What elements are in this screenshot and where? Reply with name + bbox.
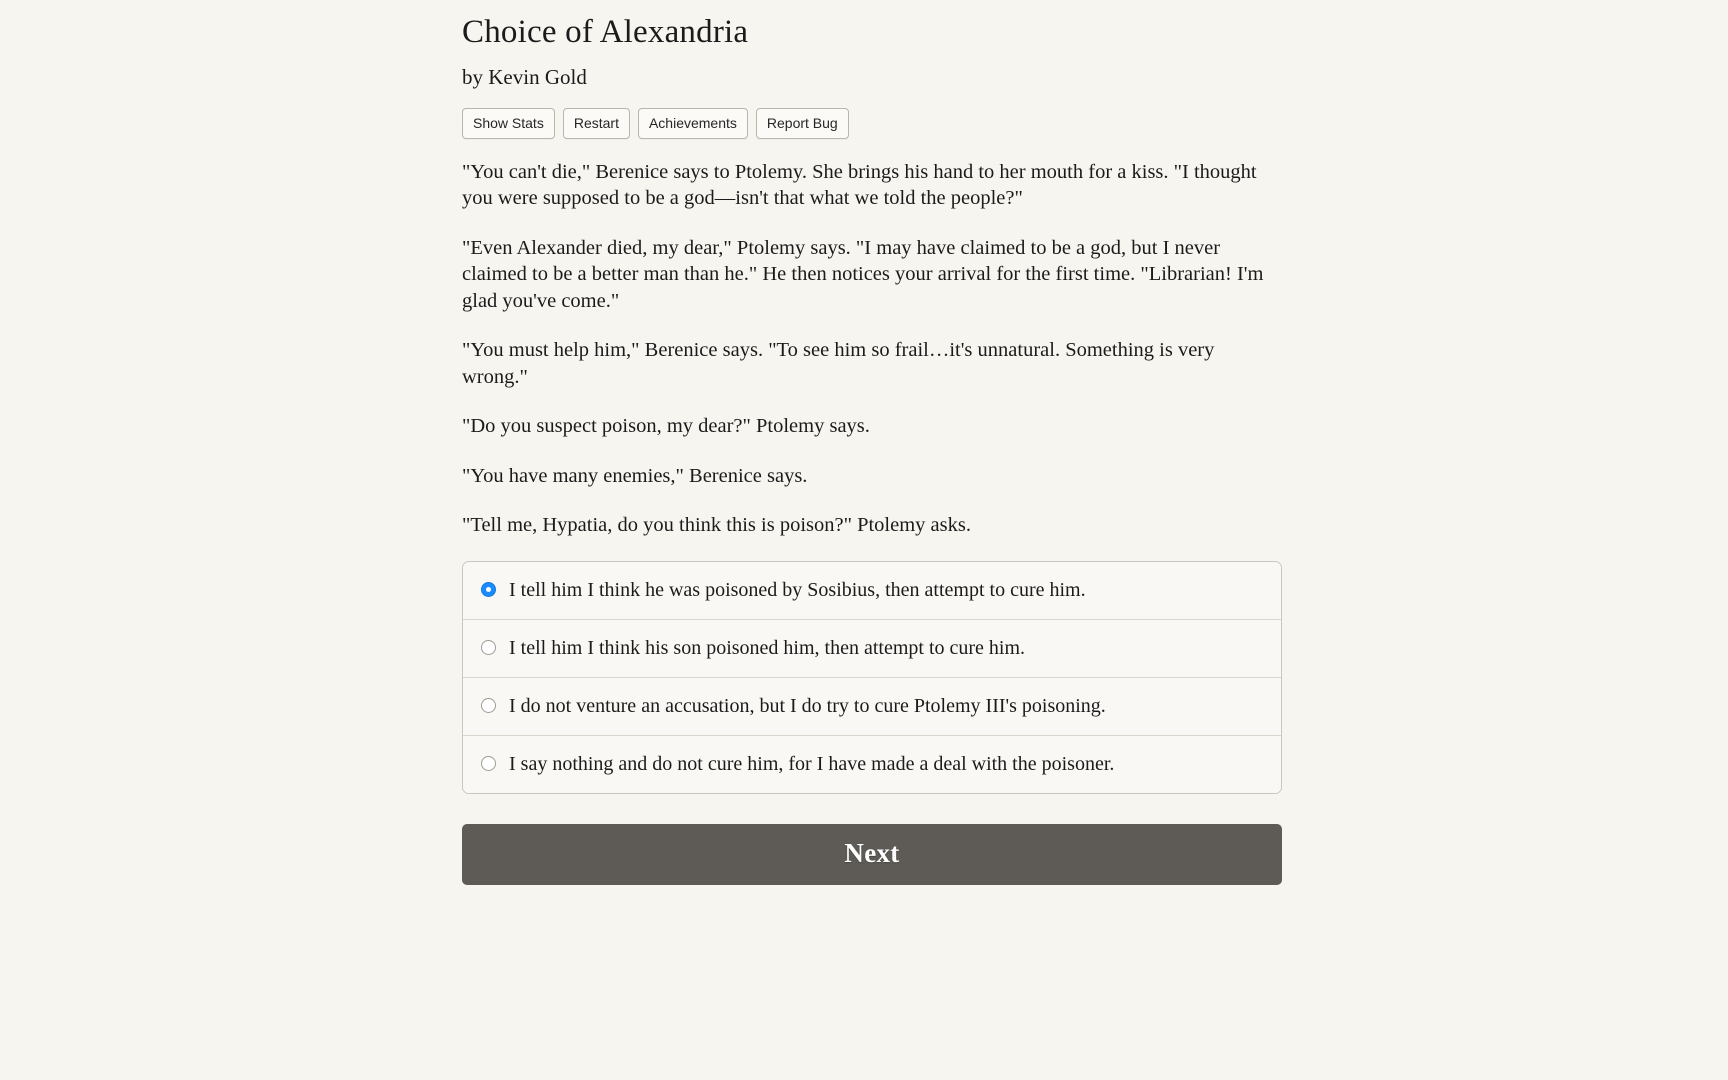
story-paragraph: "Tell me, Hypatia, do you think this is poison?" Ptolemy asks.	[462, 513, 971, 536]
restart-button[interactable]: Restart	[563, 108, 630, 139]
choice-list	[462, 561, 1282, 794]
achievements-button[interactable]: Achievements	[638, 108, 748, 139]
story-paragraph: "You must help him," Berenice says. "To see him so frail…it's unnatural. Something is very wrong."	[462, 339, 1215, 388]
choice-label: I do not venture an accusation, but I do try to cure Ptolemy III's poisoning.	[509, 695, 1106, 718]
story-text	[462, 139, 1282, 538]
choice-label: I tell him I think his son poisoned him, then attempt to cure him.	[509, 637, 1026, 660]
story-paragraph: "Even Alexander died, my dear," Ptolemy says. "I may have claimed to be a god, but I never claimed to be a better man than he." He then notices your arrival for the first time. "Librarian! I'm glad you've come."	[462, 236, 1264, 312]
show-stats-button[interactable]: Show Stats	[462, 108, 555, 139]
choice-label: I tell him I think he was poisoned by Sosibius, then attempt to cure him.	[509, 579, 1086, 602]
radio-icon[interactable]	[481, 640, 496, 655]
radio-icon[interactable]	[481, 756, 496, 771]
choice-option-4[interactable]	[463, 736, 1281, 793]
choice-option-2[interactable]	[463, 620, 1281, 678]
choice-option-3[interactable]	[463, 678, 1281, 736]
story-paragraph: "You have many enemies," Berenice says.	[462, 464, 808, 487]
report-bug-button[interactable]: Report Bug	[756, 108, 849, 139]
author-byline: by Kevin Gold	[462, 65, 587, 89]
radio-icon[interactable]	[481, 698, 496, 713]
next-button[interactable]: Next	[462, 824, 1282, 885]
toolbar	[462, 90, 1282, 139]
page-title: Choice of Alexandria	[462, 14, 749, 50]
choice-label: I say nothing and do not cure him, for I have made a deal with the poisoner.	[509, 753, 1115, 776]
choice-option-1[interactable]	[463, 562, 1281, 620]
story-paragraph: "You can't die," Berenice says to Ptolemy. She brings his hand to her mouth for a kiss. "I thought you were supposed to be a god—isn't that what we told the people?"	[462, 161, 1257, 210]
story-paragraph: "Do you suspect poison, my dear?" Ptolemy says.	[462, 415, 870, 438]
radio-icon[interactable]	[481, 582, 496, 597]
content-column	[462, 0, 1282, 885]
